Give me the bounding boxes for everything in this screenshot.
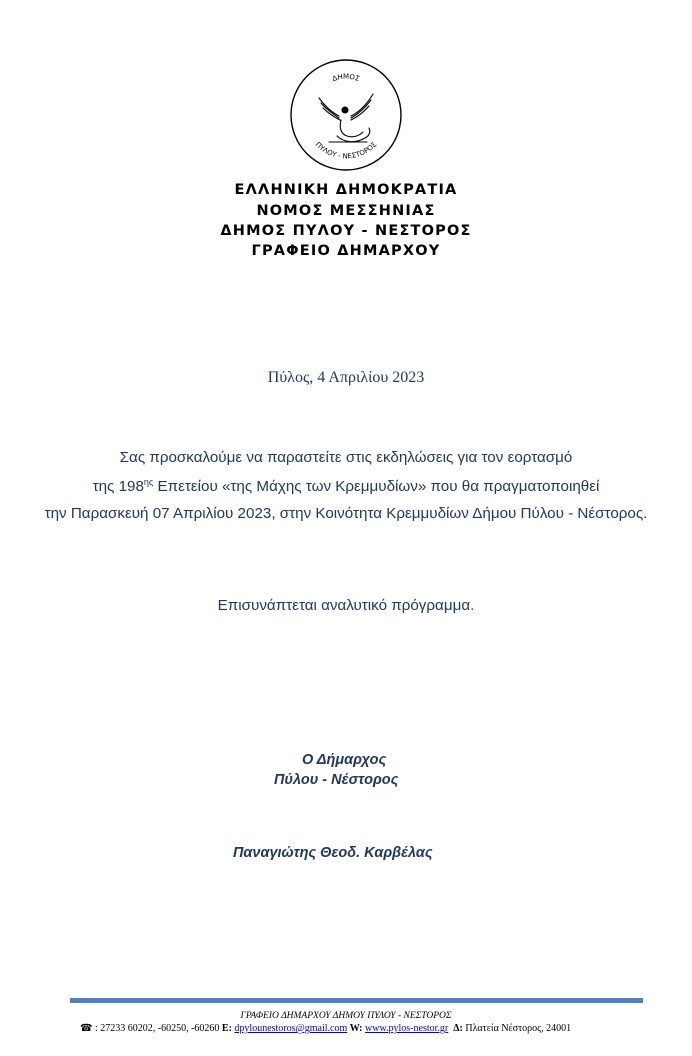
- signature-municipality: Πύλου - Νέστορος: [274, 772, 399, 788]
- address-label: Δ:: [453, 1023, 463, 1034]
- document-date: Πύλος, 4 Απριλίου 2023: [267, 369, 425, 386]
- footer-address: Πλατεία Νέστορος, 24001: [465, 1023, 572, 1034]
- header-line-municipality: ΔΗΜΟΣ ΠΥΛΟΥ - ΝΕΣΤΟΡΟΣ: [220, 223, 472, 239]
- body-line-2-post: Επετείου «της Μάχης των Κρεμμυδίων» που θα πραγματοποιηθεί: [153, 478, 600, 495]
- attachment-note: Επισυνάπτεται αναλυτικό πρόγραμμα.: [217, 597, 475, 614]
- body-line-2: [0, 477, 692, 495]
- seal-bottom-text: ΠΥΛΟΥ - ΝΕΣΤΟΡΟΣ: [313, 140, 379, 161]
- footer-office: ΓΡΑΦΕΙΟ ΔΗΜΑΡΧΟΥ ΔΗΜΟΥ ΠΥΛΟΥ - ΝΕΣΤΟΡΟΣ: [240, 1011, 452, 1021]
- footer-contacts: [80, 1023, 571, 1034]
- signature-name: Παναγιώτης Θεοδ. Καρβέλας: [233, 845, 433, 861]
- email-link[interactable]: dpylounestoros@gmail.com: [234, 1023, 348, 1034]
- header-line-prefecture: ΝΟΜΟΣ ΜΕΣΣΗΝΙΑΣ: [256, 203, 436, 219]
- footer-phones: : 27233 60202, -60250, -60260: [92, 1023, 220, 1034]
- footer-rule: [70, 998, 643, 1003]
- ordinal-suffix: ης: [143, 477, 154, 487]
- body-line-1: Σας προσκαλούμε να παραστείτε στις εκδηλώσεις για τον εορτασμό: [119, 449, 573, 466]
- seal-top-text: ΔΗΜΟΣ: [331, 72, 361, 84]
- web-link[interactable]: www.pylos-nestor.gr: [365, 1023, 449, 1034]
- body-line-3: την Παρασκευή 07 Απριλίου 2023, στην Κοινότητα Κρεμμυδίων Δήμου Πύλου - Νέστορος.: [44, 505, 648, 522]
- header-line-office: ΓΡΑΦΕΙΟ ΔΗΜΑΡΧΟΥ: [251, 243, 441, 259]
- body-line-2-pre: της 198: [92, 478, 144, 495]
- municipality-seal: [289, 58, 403, 172]
- signature-title: Ο Δήμαρχος: [302, 752, 387, 768]
- email-label: E:: [221, 1023, 232, 1034]
- web-label: W:: [349, 1023, 363, 1034]
- header-line-republic: ΕΛΛΗΝΙΚΗ ΔΗΜΟΚΡΑΤΙΑ: [234, 182, 458, 198]
- phone-icon: ☎: [80, 1023, 93, 1034]
